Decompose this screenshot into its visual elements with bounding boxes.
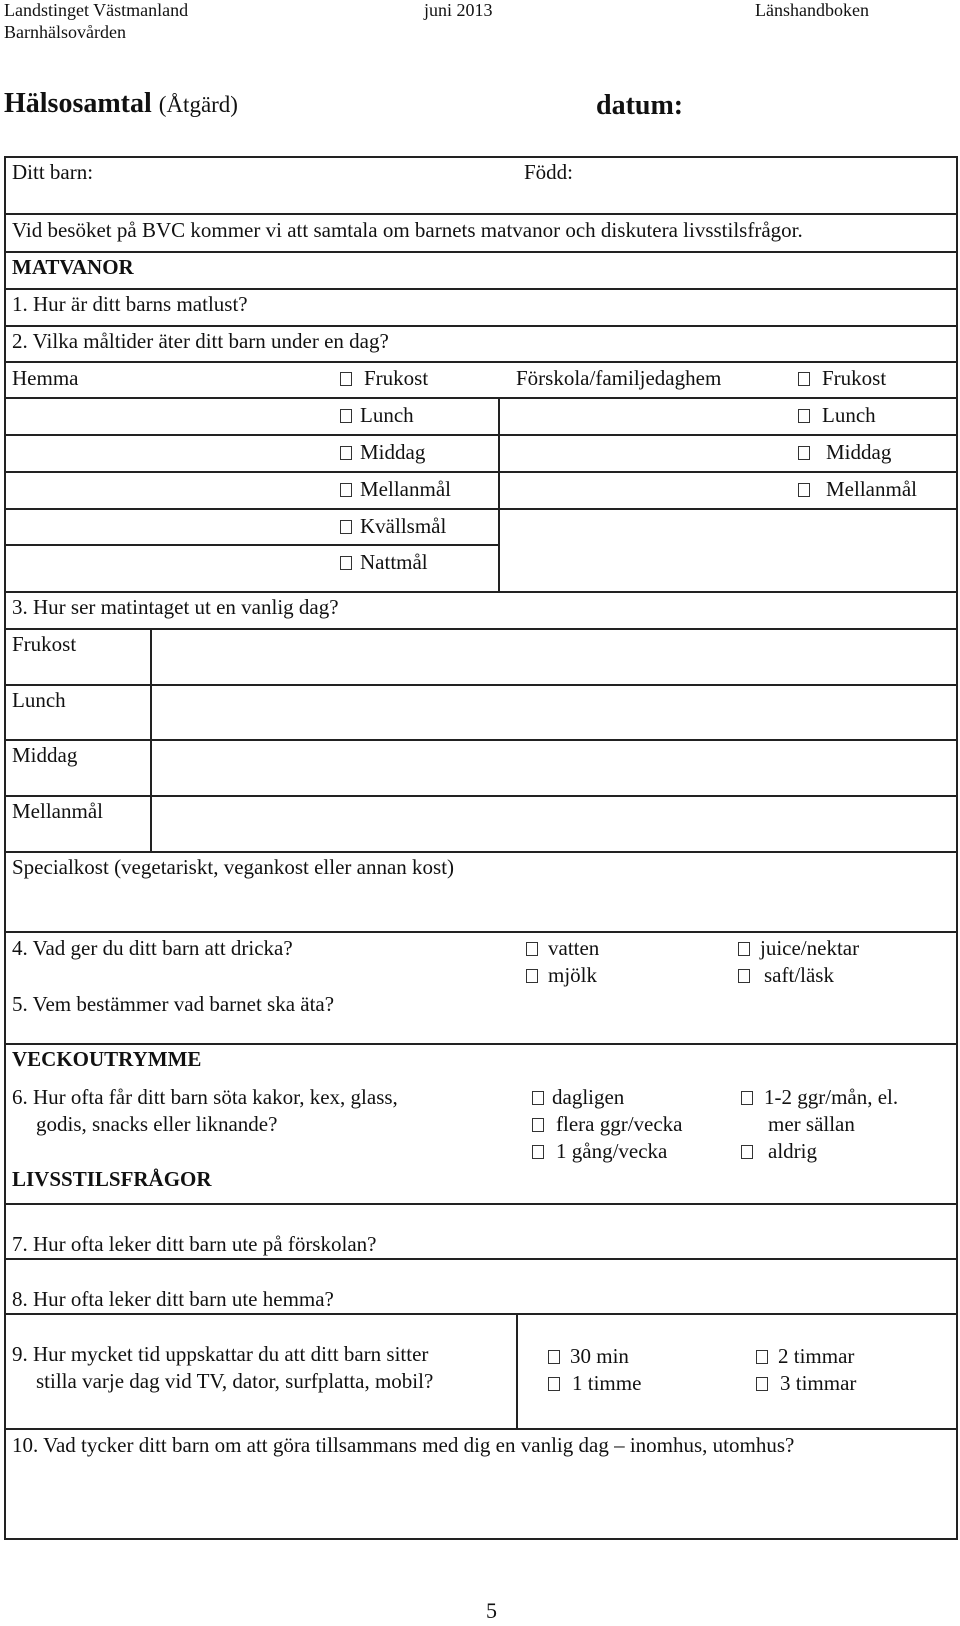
vecko-heading: VECKOUTRYMME <box>12 1047 202 1071</box>
rule <box>4 213 958 215</box>
checkbox-monthly[interactable] <box>741 1091 753 1105</box>
question-2: 2. Vilka måltider äter ditt barn under en dag? <box>12 329 389 353</box>
rule <box>4 1428 958 1430</box>
question-7: 7. Hur ofta leker ditt barn ute på förskolan? <box>12 1232 377 1256</box>
intro-text: Vid besöket på BVC kommer vi att samtala om barnets matvanor och diskutera livsstilsfrågor. <box>12 218 803 242</box>
option-2-timmar: 2 timmar <box>778 1344 855 1368</box>
rule <box>4 508 958 510</box>
rule <box>4 361 958 363</box>
preschool-option-lunch: Lunch <box>822 403 876 427</box>
home-option-nattmal: Nattmål <box>360 550 428 574</box>
home-option-lunch: Lunch <box>360 403 414 427</box>
checkbox-preschool-middag[interactable] <box>798 446 810 460</box>
header-date: juni 2013 <box>424 0 493 20</box>
question-4: 4. Vad ger du ditt barn att dricka? <box>12 936 293 960</box>
rule <box>4 931 958 933</box>
checkbox-juice[interactable] <box>738 942 750 956</box>
checkbox-home-kvallsmal[interactable] <box>340 520 352 534</box>
drink-vatten: vatten <box>548 936 600 960</box>
drink-saft: saft/läsk <box>764 963 834 987</box>
rule <box>4 544 500 546</box>
checkbox-mjolk[interactable] <box>526 969 538 983</box>
checkbox-home-nattmal[interactable] <box>340 556 352 570</box>
meal-label-mellanmal: Mellanmål <box>12 799 103 823</box>
rule <box>4 325 958 327</box>
date-label: datum: <box>596 90 684 121</box>
checkbox-home-frukost[interactable] <box>340 372 352 386</box>
title-main: Hälsosamtal <box>4 88 152 119</box>
meal-label-lunch: Lunch <box>12 688 66 712</box>
checkbox-home-middag[interactable] <box>340 446 352 460</box>
checkbox-vatten[interactable] <box>526 942 538 956</box>
home-option-middag: Middag <box>360 440 426 464</box>
preschool-label: Förskola/familjedaghem <box>516 366 722 390</box>
drink-juice: juice/nektar <box>760 936 860 960</box>
special-diet-label: Specialkost (vegetariskt, vegankost eller annan kost) <box>12 855 455 879</box>
checkbox-dagligen[interactable] <box>532 1091 544 1105</box>
rule-vertical <box>498 397 500 591</box>
rule <box>4 1258 958 1260</box>
checkbox-30-min[interactable] <box>548 1350 560 1364</box>
preschool-option-mellanmal: Mellanmål <box>826 477 917 501</box>
header-dept: Barnhälsovården <box>4 22 126 42</box>
rule <box>4 434 958 436</box>
option-3-timmar: 3 timmar <box>780 1371 857 1395</box>
rule <box>4 591 958 593</box>
home-option-frukost: Frukost <box>364 366 429 390</box>
checkbox-1-timme[interactable] <box>548 1377 560 1391</box>
rule-vertical <box>516 1313 518 1428</box>
drink-mjolk: mjölk <box>548 963 598 987</box>
question-6-line1: 6. Hur ofta får ditt barn söta kakor, kex, glass, <box>12 1085 398 1109</box>
form-top-border <box>4 156 958 158</box>
option-aldrig: aldrig <box>768 1139 817 1163</box>
rule <box>4 851 958 853</box>
rule <box>4 471 958 473</box>
child-born-label: Född: <box>524 160 574 184</box>
rule <box>4 251 958 253</box>
rule <box>4 397 958 399</box>
option-monthly-line1: 1-2 ggr/mån, el. <box>764 1085 899 1109</box>
home-option-kvallsmal: Kvällsmål <box>360 514 447 538</box>
question-6-line2: godis, snacks eller liknande? <box>36 1112 278 1136</box>
page-title <box>4 88 238 120</box>
meal-label-middag: Middag <box>12 743 78 767</box>
question-8: 8. Hur ofta leker ditt barn ute hemma? <box>12 1287 334 1311</box>
home-label: Hemma <box>12 366 79 390</box>
meal-label-frukost: Frukost <box>12 632 77 656</box>
question-5: 5. Vem bestämmer vad barnet ska äta? <box>12 992 335 1016</box>
rule <box>4 1043 958 1045</box>
question-9-line1: 9. Hur mycket tid uppskattar du att ditt barn sitter <box>12 1342 429 1366</box>
rule-vertical <box>150 628 152 851</box>
rule <box>4 1203 958 1205</box>
rule <box>4 288 958 290</box>
checkbox-saft[interactable] <box>738 969 750 983</box>
option-1-gang: 1 gång/vecka <box>556 1139 668 1163</box>
checkbox-3-timmar[interactable] <box>756 1377 768 1391</box>
home-option-mellanmal: Mellanmål <box>360 477 451 501</box>
option-flera-ggr: flera ggr/vecka <box>556 1112 683 1136</box>
checkbox-aldrig[interactable] <box>741 1145 753 1159</box>
header-book: Länshandboken <box>755 0 869 20</box>
form-bottom-border <box>4 1538 958 1540</box>
option-30-min: 30 min <box>570 1344 629 1368</box>
rule <box>4 795 958 797</box>
header-org: Landstinget Västmanland <box>4 0 189 20</box>
form-right-border <box>956 156 958 1540</box>
option-monthly-line2: mer sällan <box>768 1112 855 1136</box>
option-dagligen: dagligen <box>552 1085 625 1109</box>
question-10: 10. Vad tycker ditt barn om att göra tillsammans med dig en vanlig dag – inomhus, utomhus? <box>12 1433 795 1457</box>
checkbox-flera-ggr[interactable] <box>532 1118 544 1132</box>
preschool-option-frukost: Frukost <box>822 366 887 390</box>
checkbox-home-mellanmal[interactable] <box>340 483 352 497</box>
preschool-option-middag: Middag <box>826 440 892 464</box>
checkbox-preschool-lunch[interactable] <box>798 409 810 423</box>
checkbox-preschool-frukost[interactable] <box>798 372 810 386</box>
child-name-label: Ditt barn: <box>12 160 94 184</box>
livsstil-heading: LIVSSTILSFRÅGOR <box>12 1167 212 1191</box>
checkbox-2-timmar[interactable] <box>756 1350 768 1364</box>
checkbox-home-lunch[interactable] <box>340 409 352 423</box>
page-number: 5 <box>486 1598 497 1623</box>
title-sub: (Åtgärd) <box>158 92 238 117</box>
option-1-timme: 1 timme <box>572 1371 642 1395</box>
rule <box>4 1313 958 1315</box>
question-3: 3. Hur ser matintaget ut en vanlig dag? <box>12 595 339 619</box>
form-left-border <box>4 156 6 1540</box>
rule <box>4 684 958 686</box>
checkbox-1-gang[interactable] <box>532 1145 544 1159</box>
checkbox-preschool-mellanmal[interactable] <box>798 483 810 497</box>
rule <box>4 739 958 741</box>
question-9-line2: stilla varje dag vid TV, dator, surfplatta, mobil? <box>36 1369 434 1393</box>
matvanor-heading: MATVANOR <box>12 255 134 279</box>
question-1: 1. Hur är ditt barns matlust? <box>12 292 248 316</box>
rule <box>4 628 958 630</box>
